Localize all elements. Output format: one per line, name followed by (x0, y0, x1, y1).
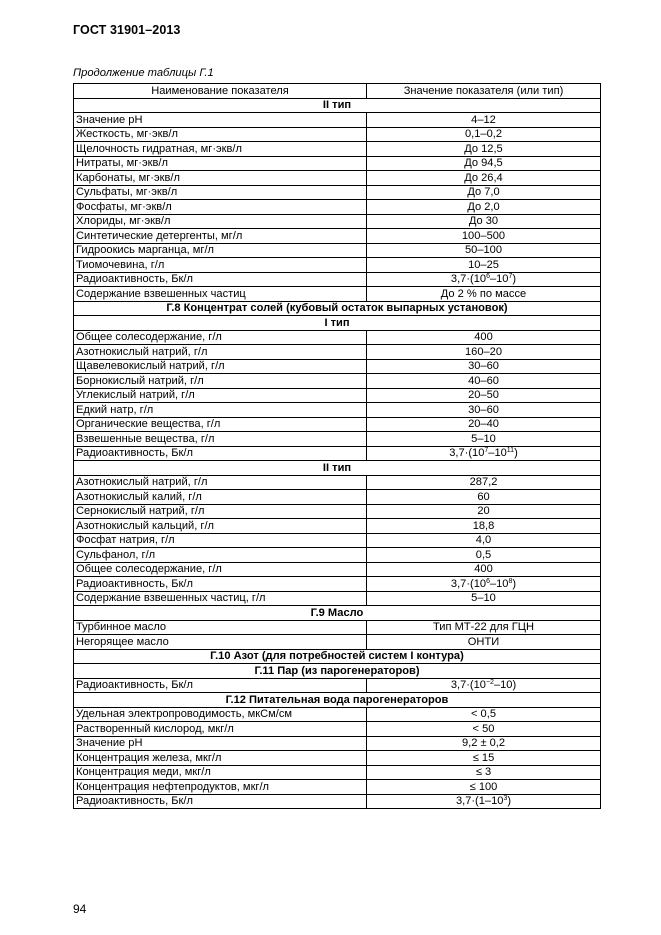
indicator-name: Сернокислый натрий, г/л (74, 504, 367, 519)
indicator-name: Радиоактивность, Бк/л (74, 577, 367, 592)
indicator-name: Гидроокись марганца, мг/л (74, 243, 367, 258)
indicator-name: Значение рН (74, 736, 367, 751)
indicator-value: 40–60 (367, 374, 601, 389)
section-title: II тип (74, 98, 601, 113)
indicator-name: Общее солесодержание, г/л (74, 562, 367, 577)
indicator-name: Азотнокислый натрий, г/л (74, 345, 367, 360)
indicator-name: Общее солесодержание, г/л (74, 330, 367, 345)
indicator-name: Азотнокислый калий, г/л (74, 490, 367, 505)
indicator-name: Концентрация меди, мкг/л (74, 765, 367, 780)
table-row (74, 417, 601, 432)
section-title: Г.9 Масло (74, 606, 601, 621)
indicator-value: ≤ 100 (367, 780, 601, 795)
indicator-name: Растворенный кислород, мкг/л (74, 722, 367, 737)
indicator-value: 0,1–0,2 (367, 127, 601, 142)
table-row (74, 403, 601, 418)
indicator-name: Азотнокислый кальций, г/л (74, 519, 367, 534)
section-title: Г.12 Питательная вода парогенераторов (74, 693, 601, 708)
section-title: I тип (74, 316, 601, 331)
indicator-value: $3,7\cdot(10^6-10^8)$ (367, 577, 601, 592)
indicator-name: Щелочность гидратная, мг·экв/л (74, 142, 367, 157)
indicator-name: Нитраты, мг·экв/л (74, 156, 367, 171)
section-title: Г.10 Азот (для потребностей систем I контура) (74, 649, 601, 664)
table-row (74, 359, 601, 374)
section-row (74, 649, 601, 664)
indicator-value: До 2,0 (367, 200, 601, 215)
indicator-value: $3,7\cdot(10^6-10^7)$ (367, 272, 601, 287)
table-row (74, 504, 601, 519)
indicator-name: Значение рН (74, 113, 367, 128)
indicator-name: Радиоактивность, Бк/л (74, 794, 367, 809)
section-title: Г.11 Пар (из парогенераторов) (74, 664, 601, 679)
table-row (74, 765, 601, 780)
indicator-value: 18,8 (367, 519, 601, 534)
indicator-name: Турбинное масло (74, 620, 367, 635)
indicator-value: 5–10 (367, 591, 601, 606)
indicator-name: Хлориды, мг·экв/л (74, 214, 367, 229)
table-row (74, 287, 601, 302)
indicator-value: $3,7\cdot(10^{-2}-10)$ (367, 678, 601, 693)
table-row (74, 620, 601, 635)
table-row (74, 142, 601, 157)
section-row (74, 664, 601, 679)
indicator-name: Сульфанол, г/л (74, 548, 367, 563)
indicator-value: 100–500 (367, 229, 601, 244)
table-row (74, 678, 601, 693)
table-row (74, 258, 601, 273)
table-row (74, 156, 601, 171)
indicator-name: Тиомочевина, г/л (74, 258, 367, 273)
section-row (74, 301, 601, 316)
table-row (74, 446, 601, 461)
indicator-value: 30–60 (367, 359, 601, 374)
document-code-header: ГОСТ 31901–2013 (73, 23, 181, 37)
indicator-value: 10–25 (367, 258, 601, 273)
indicator-value: 4,0 (367, 533, 601, 548)
indicator-value: ОНТИ (367, 635, 601, 650)
indicator-value: 160–20 (367, 345, 601, 360)
table-continuation-caption: Продолжение таблицы Г.1 (73, 67, 214, 79)
indicator-value: 60 (367, 490, 601, 505)
table-row (74, 591, 601, 606)
indicator-name: Концентрация нефтепродуктов, мкг/л (74, 780, 367, 795)
section-title: Г.8 Концентрат солей (кубовый остаток выпарных установок) (74, 301, 601, 316)
section-row (74, 461, 601, 476)
indicator-name: Негорящее масло (74, 635, 367, 650)
table-row (74, 707, 601, 722)
table-row (74, 519, 601, 534)
indicator-name: Радиоактивность, Бк/л (74, 272, 367, 287)
table-row (74, 243, 601, 258)
indicator-value: ≤ 15 (367, 751, 601, 766)
table-row (74, 794, 601, 809)
table-row (74, 171, 601, 186)
indicator-value: 20–50 (367, 388, 601, 403)
indicator-name: Содержание взвешенных частиц, г/л (74, 591, 367, 606)
table-row (74, 127, 601, 142)
table-body (74, 84, 601, 809)
table-header-row (74, 84, 601, 99)
table-row (74, 722, 601, 737)
indicator-value: $3,7\cdot(10^7-10^{11})$ (367, 446, 601, 461)
indicator-name: Едкий натр, г/л (74, 403, 367, 418)
indicator-value: ≤ 3 (367, 765, 601, 780)
column-header-name: Наименование показателя (74, 84, 367, 99)
indicator-name: Щавелевокислый натрий, г/л (74, 359, 367, 374)
table-row (74, 185, 601, 200)
indicator-value: $3,7\cdot(1-10^3)$ (367, 794, 601, 809)
indicator-value: 400 (367, 330, 601, 345)
indicators-table (73, 83, 601, 809)
indicator-name: Жесткость, мг·экв/л (74, 127, 367, 142)
table-row (74, 388, 601, 403)
indicator-name: Содержание взвешенных частиц (74, 287, 367, 302)
indicator-value: 30–60 (367, 403, 601, 418)
indicator-value: 400 (367, 562, 601, 577)
indicator-name: Углекислый натрий, г/л (74, 388, 367, 403)
indicator-name: Фосфат натрия, г/л (74, 533, 367, 548)
table-row (74, 475, 601, 490)
table-row (74, 345, 601, 360)
indicator-name: Фосфаты, мг·экв/л (74, 200, 367, 215)
indicator-value: До 30 (367, 214, 601, 229)
indicator-name: Радиоактивность, Бк/л (74, 446, 367, 461)
indicator-name: Синтетические детергенты, мг/л (74, 229, 367, 244)
indicator-value: Тип МТ-22 для ГЦН (367, 620, 601, 635)
table-row (74, 374, 601, 389)
indicator-value: 20 (367, 504, 601, 519)
indicator-name: Азотнокислый натрий, г/л (74, 475, 367, 490)
column-header-value: Значение показателя (или тип) (367, 84, 601, 99)
indicator-value: 20–40 (367, 417, 601, 432)
indicator-value: До 26,4 (367, 171, 601, 186)
table-row (74, 200, 601, 215)
indicator-name: Карбонаты, мг·экв/л (74, 171, 367, 186)
indicator-value: 0,5 (367, 548, 601, 563)
indicator-value: До 7,0 (367, 185, 601, 200)
indicator-value: До 94,5 (367, 156, 601, 171)
indicator-name: Радиоактивность, Бк/л (74, 678, 367, 693)
indicator-name: Сульфаты, мг·экв/л (74, 185, 367, 200)
table-row (74, 229, 601, 244)
section-title: II тип (74, 461, 601, 476)
indicator-value: 50–100 (367, 243, 601, 258)
indicator-name: Взвешенные вещества, г/л (74, 432, 367, 447)
table-row (74, 562, 601, 577)
table-row (74, 272, 601, 287)
table-row (74, 214, 601, 229)
table-row (74, 490, 601, 505)
table-row (74, 113, 601, 128)
table-row (74, 533, 601, 548)
indicator-value: До 12,5 (367, 142, 601, 157)
table-row (74, 751, 601, 766)
table-row (74, 330, 601, 345)
table-row (74, 577, 601, 592)
indicator-value: 5–10 (367, 432, 601, 447)
table-row (74, 548, 601, 563)
table-row (74, 736, 601, 751)
indicator-value: < 50 (367, 722, 601, 737)
section-row (74, 606, 601, 621)
indicator-name: Концентрация железа, мкг/л (74, 751, 367, 766)
section-row (74, 316, 601, 331)
indicator-value: 9,2 ± 0,2 (367, 736, 601, 751)
indicator-value: < 0,5 (367, 707, 601, 722)
indicator-name: Удельная электропроводимость, мкСм/см (74, 707, 367, 722)
indicator-name: Борнокислый натрий, г/л (74, 374, 367, 389)
indicator-name: Органические вещества, г/л (74, 417, 367, 432)
page-number: 94 (73, 902, 87, 916)
table-row (74, 635, 601, 650)
indicator-value: 287,2 (367, 475, 601, 490)
section-row (74, 98, 601, 113)
section-row (74, 693, 601, 708)
table-row (74, 432, 601, 447)
table-row (74, 780, 601, 795)
indicator-value: 4–12 (367, 113, 601, 128)
indicator-value: До 2 % по массе (367, 287, 601, 302)
